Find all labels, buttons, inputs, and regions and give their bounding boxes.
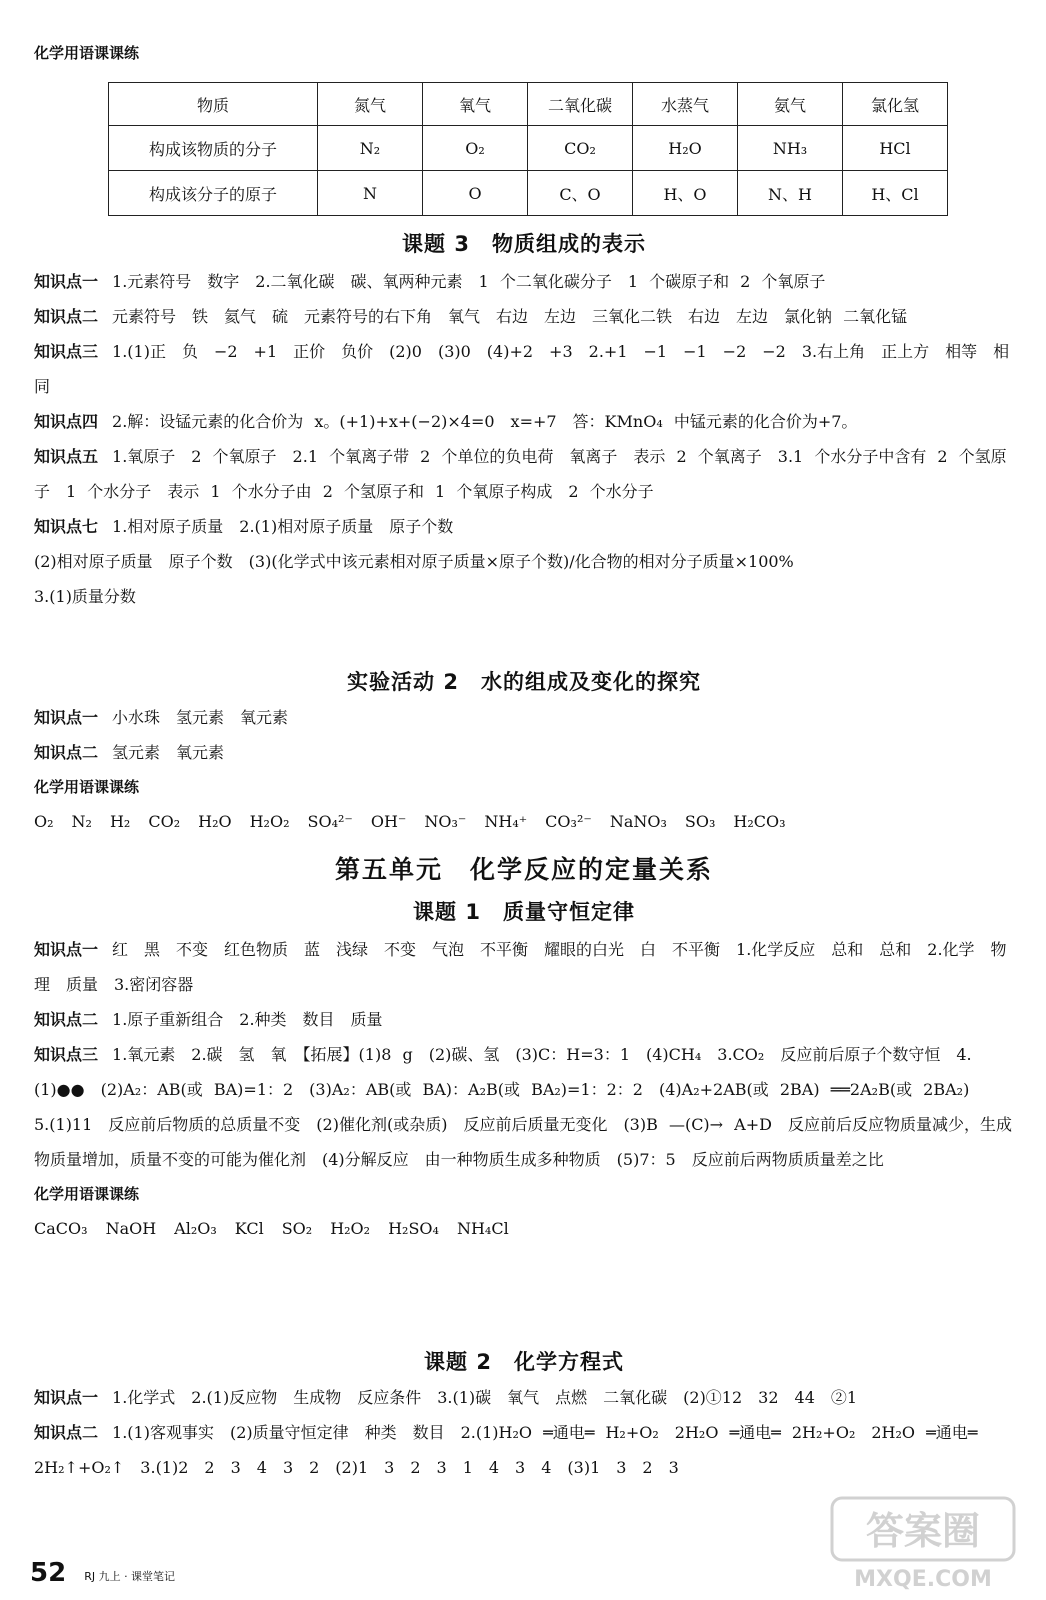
watermark-logo-icon bbox=[828, 1492, 1018, 1592]
formula-list bbox=[34, 805, 1014, 839]
knowledge-key: 知识点四 bbox=[34, 412, 99, 431]
practice-label: 化学用语课课练 bbox=[34, 1185, 140, 1203]
knowledge-text: 1.氧原子 2 个氧原子 2.1 个氧离子带 2 个单位的负电荷 氧离子 表示 2 个氧离子 3.1 个水分子中含有 2 个氢原子 1 个水分子 表示 1 个水分子由 2 个氢原子和 1 个氧原子构成 2 个水分子 bbox=[34, 447, 1007, 501]
formula: KCl bbox=[234, 1219, 264, 1238]
knowledge-key: 知识点一 bbox=[34, 940, 99, 959]
watermark-bottom-text: MXQE.COM bbox=[854, 1567, 992, 1592]
knowledge-line bbox=[34, 439, 1014, 509]
topic2-title: 课题 2 化学方程式 bbox=[424, 1350, 624, 1374]
knowledge-line bbox=[34, 404, 1014, 439]
table-row bbox=[109, 171, 948, 216]
knowledge-line bbox=[34, 1415, 1014, 1485]
table-cell: 氨气 bbox=[738, 83, 843, 126]
topic3-title: 课题 3 物质组成的表示 bbox=[402, 232, 646, 256]
knowledge-key: 知识点二 bbox=[34, 1010, 99, 1029]
knowledge-text: 1.化学式 2.(1)反应物 生成物 反应条件 3.(1)碳 氧气 点燃 二氧化碳 (2)①12 32 44 ②1 bbox=[112, 1388, 858, 1407]
table-cell: 二氧化碳 bbox=[528, 83, 633, 126]
knowledge-line bbox=[34, 735, 1014, 770]
knowledge-text: 5.(1)11 反应前后物质的总质量不变 (2)催化剂(或杂质) 反应前后质量无变化 (3)B —(C)→ A+D 反应前后反应物质量减少，生成物质量增加，质量不变的可能为催化剂 (4)分解反应 由一种物质生成多种物质 (5)7：5 反应前后两物质质量差之比 bbox=[34, 1115, 1012, 1169]
formula: SO₂ bbox=[281, 1219, 313, 1238]
formula: O₂ bbox=[34, 812, 54, 831]
topic1-title: 课题 1 质量守恒定律 bbox=[413, 900, 635, 924]
knowledge-key: 知识点五 bbox=[34, 447, 99, 466]
knowledge-text: (2)相对原子质量 原子个数 (3)(化学式中该元素相对原子质量×原子个数)/化合物的相对分子质量×100% bbox=[34, 552, 794, 571]
knowledge-line bbox=[34, 1380, 1014, 1415]
knowledge-text: 1.相对原子质量 2.(1)相对原子质量 原子个数 bbox=[112, 517, 454, 536]
formula: N₂ bbox=[71, 812, 92, 831]
table-cell: N₂ bbox=[318, 126, 423, 171]
table-cell: 氧气 bbox=[423, 83, 528, 126]
knowledge-text: 红 黑 不变 红色物质 蓝 浅绿 不变 气泡 不平衡 耀眼的白光 白 不平衡 1.化学反应 总和 总和 2.化学 物理 质量 3.密闭容器 bbox=[34, 940, 1007, 994]
knowledge-text: 2.解：设锰元素的化合价为 x。(+1)+x+(−2)×4=0 x=+7 答：KMnO₄ 中锰元素的化合价为+7。 bbox=[112, 412, 858, 431]
knowledge-line bbox=[34, 700, 1014, 735]
table-cell: 氯化氢 bbox=[843, 83, 948, 126]
table-cell: 物质 bbox=[109, 83, 318, 126]
formula: NaOH bbox=[105, 1219, 157, 1238]
knowledge-key: 知识点一 bbox=[34, 1388, 99, 1407]
formula: SO₃ bbox=[684, 812, 716, 831]
knowledge-line bbox=[34, 509, 1014, 544]
formula: SO₄²⁻ bbox=[307, 812, 353, 831]
knowledge-text: 元素符号 铁 氦气 硫 元素符号的右下角 氧气 右边 左边 三氧化二铁 右边 左边 氯化钠 二氧化锰 bbox=[112, 307, 908, 326]
knowledge-line bbox=[34, 544, 1014, 579]
knowledge-line bbox=[34, 579, 1014, 614]
formula: NH₄Cl bbox=[456, 1219, 509, 1238]
page-footer bbox=[30, 1558, 175, 1588]
knowledge-line bbox=[34, 1002, 1014, 1037]
knowledge-key: 知识点三 bbox=[34, 1045, 99, 1064]
table-row bbox=[109, 83, 948, 126]
table-cell: H₂O bbox=[633, 126, 738, 171]
formula: CO₃²⁻ bbox=[545, 812, 592, 831]
table-cell: 构成该分子的原子 bbox=[109, 171, 318, 216]
knowledge-line bbox=[34, 932, 1014, 1002]
formula: CO₂ bbox=[148, 812, 181, 831]
topic2-body bbox=[34, 1380, 1014, 1485]
formula: H₂O bbox=[198, 812, 232, 831]
knowledge-line bbox=[34, 299, 1014, 334]
activity2-body bbox=[34, 700, 1014, 839]
knowledge-key: 知识点一 bbox=[34, 272, 99, 291]
knowledge-text: 3.(1)质量分数 bbox=[34, 587, 136, 606]
knowledge-text: 1.原子重新组合 2.种类 数目 质量 bbox=[112, 1010, 383, 1029]
molecule-table bbox=[108, 82, 948, 216]
table-cell: C、O bbox=[528, 171, 633, 216]
knowledge-text: 氢元素 氧元素 bbox=[112, 743, 225, 762]
knowledge-text: 小水珠 氢元素 氧元素 bbox=[112, 708, 289, 727]
book-code: RJ 九上 · 课堂笔记 bbox=[84, 1570, 176, 1583]
knowledge-line bbox=[34, 1037, 1014, 1107]
table-cell: CO₂ bbox=[528, 126, 633, 171]
knowledge-text: 1.氧元素 2.碳 氢 氧 【拓展】(1)8 g (2)碳、氢 (3)C：H=3：1 (4)CH₄ 3.CO₂ 反应前后原子个数守恒 4.(1)●● (2)A₂：AB(或 BA)=1：2 (3)A₂：AB(或 BA)：A₂B(或 BA₂)=1：2：2 (4)A₂+2AB(或 2BA) ══2A₂B(或 2BA₂) bbox=[34, 1045, 972, 1099]
formula: H₂O₂ bbox=[330, 1219, 371, 1238]
knowledge-line bbox=[34, 334, 1014, 404]
table-cell: H、Cl bbox=[843, 171, 948, 216]
knowledge-key: 知识点三 bbox=[34, 342, 99, 361]
table-cell: H、O bbox=[633, 171, 738, 216]
table-cell: 构成该物质的分子 bbox=[109, 126, 318, 171]
formula: NaNO₃ bbox=[609, 812, 667, 831]
formula: H₂SO₄ bbox=[388, 1219, 439, 1238]
formula: Al₂O₃ bbox=[174, 1219, 217, 1238]
knowledge-line bbox=[34, 1107, 1014, 1177]
knowledge-key: 知识点一 bbox=[34, 708, 99, 727]
table-cell: O₂ bbox=[423, 126, 528, 171]
practice-label: 化学用语课课练 bbox=[34, 778, 140, 796]
formula: H₂O₂ bbox=[249, 812, 290, 831]
table-cell: HCl bbox=[843, 126, 948, 171]
table-cell: O bbox=[423, 171, 528, 216]
molecule-table-wrap bbox=[34, 76, 1014, 216]
knowledge-text: 1.(1)客观事实 (2)质量守恒定律 种类 数目 2.(1)H₂O ═通电═ H₂+O₂ 2H₂O ═通电═ 2H₂+O₂ 2H₂O ═通电═ 2H₂↑+O₂↑ 3.(1)2 2 3 4 3 2 (2)1 3 2 3 1 4 3 4 (3)1 3 2 3 bbox=[34, 1423, 978, 1477]
knowledge-key: 知识点七 bbox=[34, 517, 99, 536]
formula: H₂ bbox=[109, 812, 131, 831]
table-cell: N、H bbox=[738, 171, 843, 216]
table-cell: 水蒸气 bbox=[633, 83, 738, 126]
formula: OH⁻ bbox=[370, 812, 407, 831]
formula: H₂CO₃ bbox=[733, 812, 786, 831]
watermark-top-text: 答案圈 bbox=[865, 1509, 981, 1553]
knowledge-text: 1.元素符号 数字 2.二氧化碳 碳、氧两种元素 1 个二氧化碳分子 1 个碳原子和 2 个氧原子 bbox=[112, 272, 826, 291]
table-cell: NH₃ bbox=[738, 126, 843, 171]
unit-title: 第五单元 化学反应的定量关系 bbox=[334, 855, 713, 884]
knowledge-key: 知识点二 bbox=[34, 1423, 99, 1442]
topic3-body bbox=[34, 264, 1014, 614]
knowledge-key: 知识点二 bbox=[34, 743, 99, 762]
table-cell: 氮气 bbox=[318, 83, 423, 126]
knowledge-text: 1.(1)正 负 −2 +1 正价 负价 (2)0 (3)0 (4)+2 +3 2.+1 −1 −1 −2 −2 3.右上角 正上方 相等 相同 bbox=[34, 342, 1010, 396]
formula: NH₄⁺ bbox=[484, 812, 528, 831]
page-number: 52 bbox=[30, 1558, 67, 1588]
formula: NO₃⁻ bbox=[424, 812, 467, 831]
formula-list bbox=[34, 1212, 1014, 1246]
table-cell: N bbox=[318, 171, 423, 216]
knowledge-key: 知识点二 bbox=[34, 307, 99, 326]
topic1-body bbox=[34, 932, 1014, 1246]
formula: CaCO₃ bbox=[34, 1219, 88, 1238]
knowledge-line bbox=[34, 264, 1014, 299]
practice-label: 化学用语课课练 bbox=[34, 44, 140, 62]
activity2-title: 实验活动 2 水的组成及变化的探究 bbox=[347, 670, 701, 694]
table-row bbox=[109, 126, 948, 171]
